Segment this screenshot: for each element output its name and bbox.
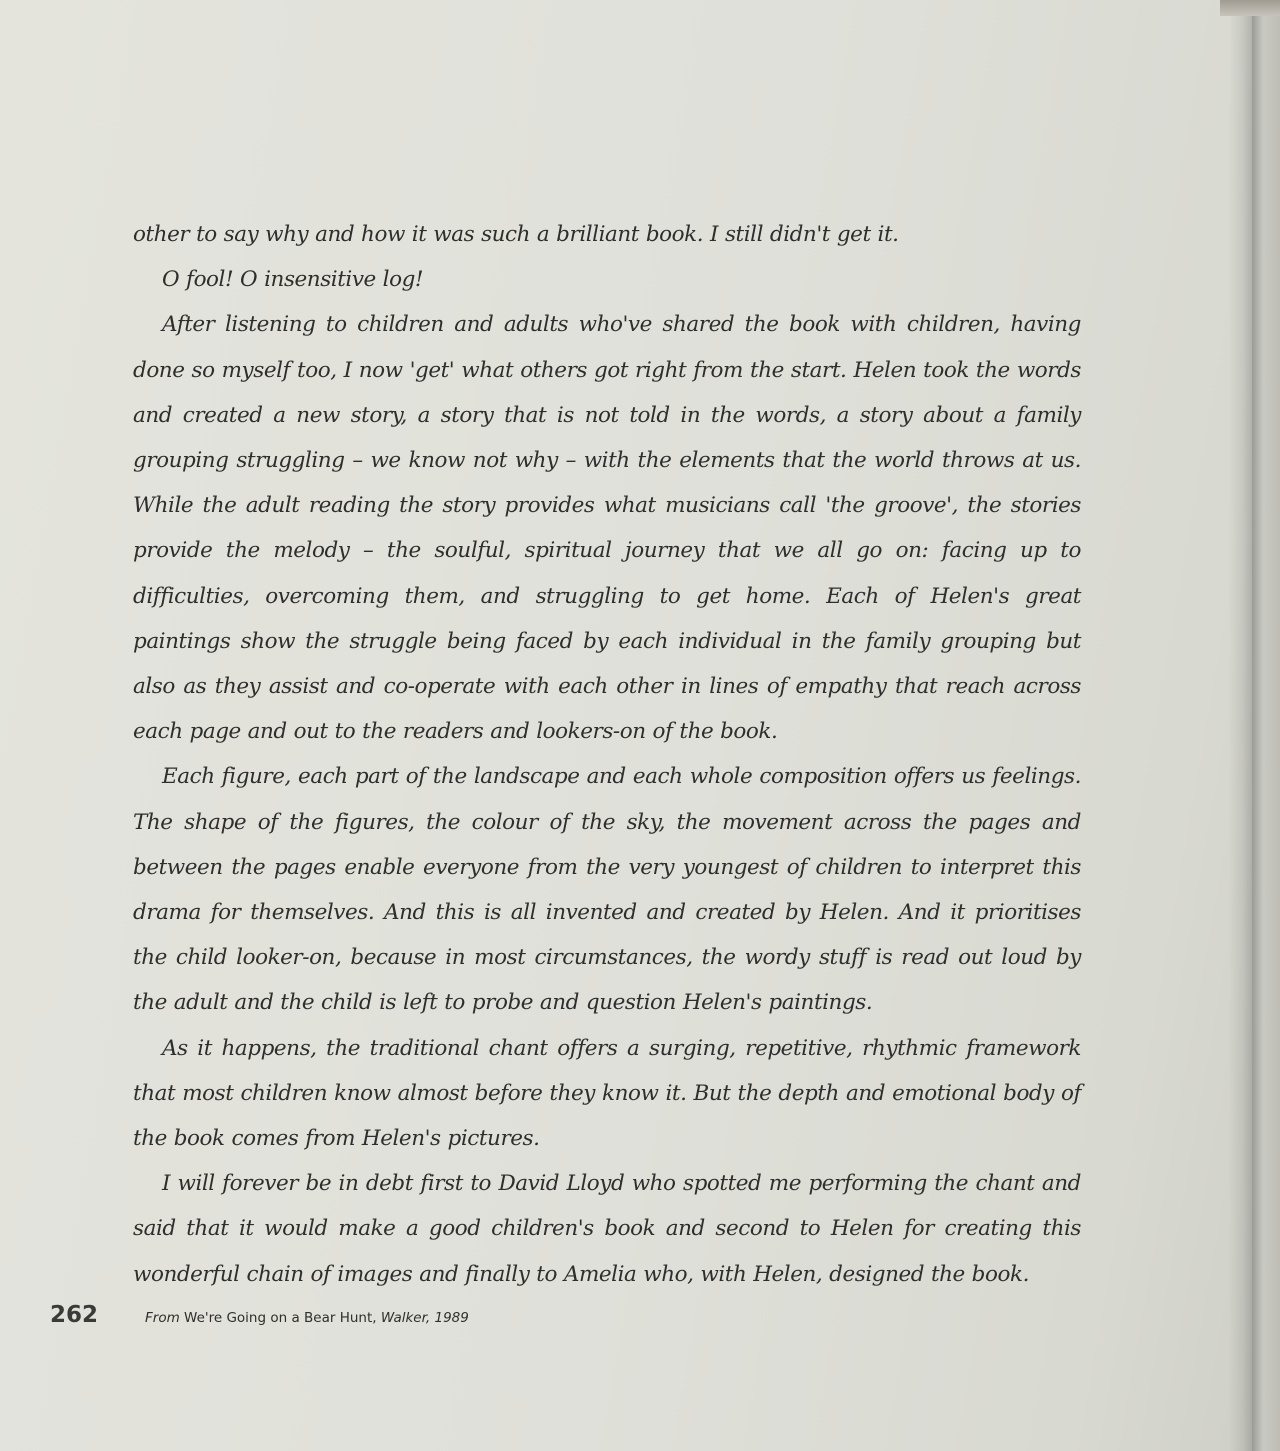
paragraph-3: After listening to children and adults who've shared the book with children, having done so myself too, I now 'get' what others got right from the start. Helen took the words and created a new story, a story that is not told in the words, a story about a family grouping struggling – we know not why – with the elements that the world throws at us. While the adult reading the story provides what musicians call 'the groove', the stories provide the melody – the soulful, spiritual journey that we all go on: facing up to difficulties, overcoming them, and struggling to get home. Each of Helen's great paintings show the struggle being faced by each individual in the family grouping but also as they assist and co-operate with each other in lines of empathy that reach across each page and out to the readers and lookers-on of the book. [133, 312, 1081, 745]
page-number: 262 [50, 1302, 99, 1328]
paragraph-6: I will forever be in debt first to David Lloyd who spotted me performing the chant and said that it would make a good children's book and second to Helen for creating this wonderful chain of images and finally to Amelia who, with Helen, designed the book. [133, 1171, 1081, 1287]
caption-title: We're Going on a Bear Hunt, [179, 1310, 381, 1326]
paragraph-2: O fool! O insensitive log! [162, 267, 424, 293]
paragraph-4: Each figure, each part of the landscape and each whole composition offers us feelings. The shape of the figures, the colour of the sky, the movement across the pages and between the pages enable everyone from the very youngest of children to interpret this drama for themselves. And this is all invented and created by Helen. And it prioritises the child looker-on, because in most circumstances, the wordy stuff is read out loud by the adult and the child is left to probe and question Helen's paintings. [133, 764, 1081, 1016]
image-caption [145, 1310, 469, 1326]
paragraph-1: other to say why and how it was such a brilliant book. I still didn't get it. [133, 222, 899, 247]
caption-prefix: From [145, 1310, 180, 1326]
paragraph-5: As it happens, the traditional chant offers a surging, repetitive, rhythmic framework that most children know almost before they know it. But the depth and emotional body of the book comes from Helen's pictures. [133, 1035, 1081, 1152]
page-edge-shadow [1228, 0, 1252, 1451]
next-page-corner [1220, 0, 1280, 16]
caption-publisher: Walker, 1989 [380, 1310, 469, 1326]
body-text [133, 212, 1081, 1297]
book-gutter [1252, 0, 1280, 1451]
